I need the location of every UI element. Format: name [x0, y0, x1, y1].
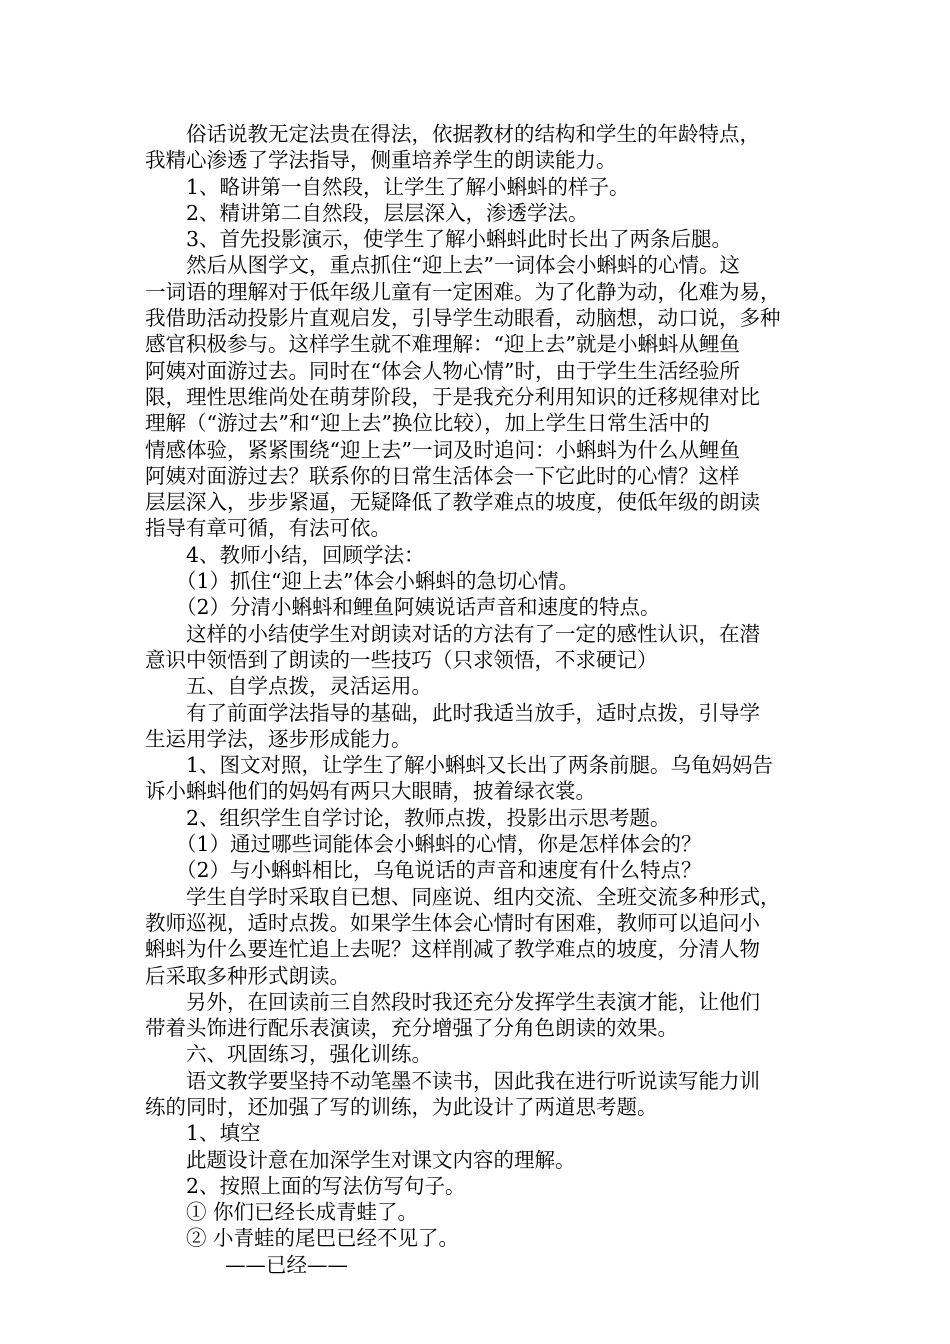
text-line: 限，理性思维尚处在萌芽阶段，于是我充分利用知识的迁移规律对比	[145, 384, 760, 409]
text-line: 带着头饰进行配乐表演读，充分增强了分角色朗读的效果。	[145, 1016, 678, 1041]
text-line: 层层深入，步步紧逼，无疑降低了教学难点的坡度，使低年级的朗读	[145, 490, 760, 515]
text-line: 有了前面学法指导的基础，此时我适当放手，适时点拨，引导学	[186, 700, 760, 725]
text-line: 1、填空	[186, 1121, 261, 1146]
text-line: 练的同时，还加强了写的训练，为此设计了两道思考题。	[145, 1094, 658, 1119]
text-line: 1、图文对照，让学生了解小蝌蚪又长出了两条前腿。乌龟妈妈告	[186, 753, 774, 778]
text-line: 阿姨对面游过去？联系你的日常生活体会一下它此时的心情？这样	[145, 463, 740, 488]
text-line: 我借助活动投影片直观启发，引导学生动眼看，动脑想，动口说，多种	[145, 306, 781, 331]
text-line: 学生自学时采取自已想、同座说、组内交流、全班交流多种形式，	[186, 884, 781, 909]
text-line: 教师巡视，适时点拨。如果学生体会心情时有困难，教师可以追问小	[145, 910, 760, 935]
text-line: 语文教学要坚持不动笔墨不读书，因此我在进行听说读写能力训	[186, 1068, 760, 1093]
text-line: 六、巩固练习，强化训练。	[186, 1042, 432, 1067]
text-line: （1）通过哪些词能体会小蝌蚪的心情，你是怎样体会的？	[176, 832, 702, 857]
text-line: 4、教师小结，回顾学法：	[186, 542, 425, 567]
text-line: 五、自学点拨，灵活运用。	[186, 674, 432, 699]
text-line: 生运用学法，逐步形成能力。	[145, 726, 412, 751]
text-line: 我精心渗透了学法指导，侧重培养学生的朗读能力。	[145, 148, 617, 173]
text-line: 此题设计意在加深学生对课文内容的理解。	[186, 1147, 576, 1172]
text-line: 意识中领悟到了朗读的一些技巧（只求领悟，不求硬记）	[145, 647, 658, 672]
text-line: 后采取多种形式朗读。	[145, 963, 350, 988]
text-line: 诉小蝌蚪他们的妈妈有两只大眼睛，披着绿衣裳。	[145, 779, 596, 804]
text-line: ——已经——	[225, 1252, 348, 1277]
text-line: 2、精讲第二自然段，层层深入，渗透学法。	[186, 200, 589, 225]
text-line: 蝌蚪为什么要连忙追上去呢？这样削减了教学难点的坡度，分清人物	[145, 937, 760, 962]
text-line: 情感体验，紧紧围绕“迎上去”一词及时追问：小蝌蚪为什么从鲤鱼	[145, 437, 740, 462]
text-line: ① 你们已经长成青蛙了。	[186, 1200, 419, 1225]
text-line: 另外，在回读前三自然段时我还充分发挥学生表演才能，让他们	[186, 989, 760, 1014]
text-line: （1）抓住“迎上去”体会小蝌蚪的急切心情。	[176, 569, 580, 594]
text-line: 然后从图学文，重点抓住“迎上去”一词体会小蝌蚪的心情。这	[186, 253, 740, 278]
text-line: 阿姨对面游过去。同时在“体会人物心情”时，由于学生生活经验所	[145, 358, 740, 383]
text-block	[145, 121, 817, 1278]
text-line: 这样的小结使学生对朗读对话的方法有了一定的感性认识，在潜	[186, 621, 760, 646]
text-line: 1、略讲第一自然段，让学生了解小蝌蚪的样子。	[186, 174, 630, 199]
text-line: 一词语的理解对于低年级儿童有一定困难。为了化静为动，化难为易，	[145, 279, 781, 304]
text-line: 感官积极参与。这样学生就不难理解：“迎上去”就是小蝌蚪从鲤鱼	[145, 332, 740, 357]
text-line: 理解（“游过去”和“迎上去”换位比较），加上学生日常生活中的	[145, 411, 710, 436]
text-line: 指导有章可循，有法可依。	[145, 516, 391, 541]
text-line: （2）分清小蝌蚪和鲤鱼阿姨说话声音和速度的特点。	[176, 595, 661, 620]
text-line: 2、按照上面的写法仿写句子。	[186, 1173, 466, 1198]
text-line: ② 小青蛙的尾巴已经不见了。	[186, 1226, 460, 1251]
text-line: （2）与小蝌蚪相比，乌龟说话的声音和速度有什么特点？	[176, 858, 702, 883]
text-line: 2、组织学生自学讨论，教师点拨，投影出示思考题。	[186, 805, 671, 830]
document-body	[145, 121, 817, 1278]
text-line: 俗话说教无定法贵在得法，依据教材的结构和学生的年龄特点，	[186, 122, 760, 146]
text-line: 3、首先投影演示，使学生了解小蝌蚪此时长出了两条后腿。	[186, 227, 733, 252]
